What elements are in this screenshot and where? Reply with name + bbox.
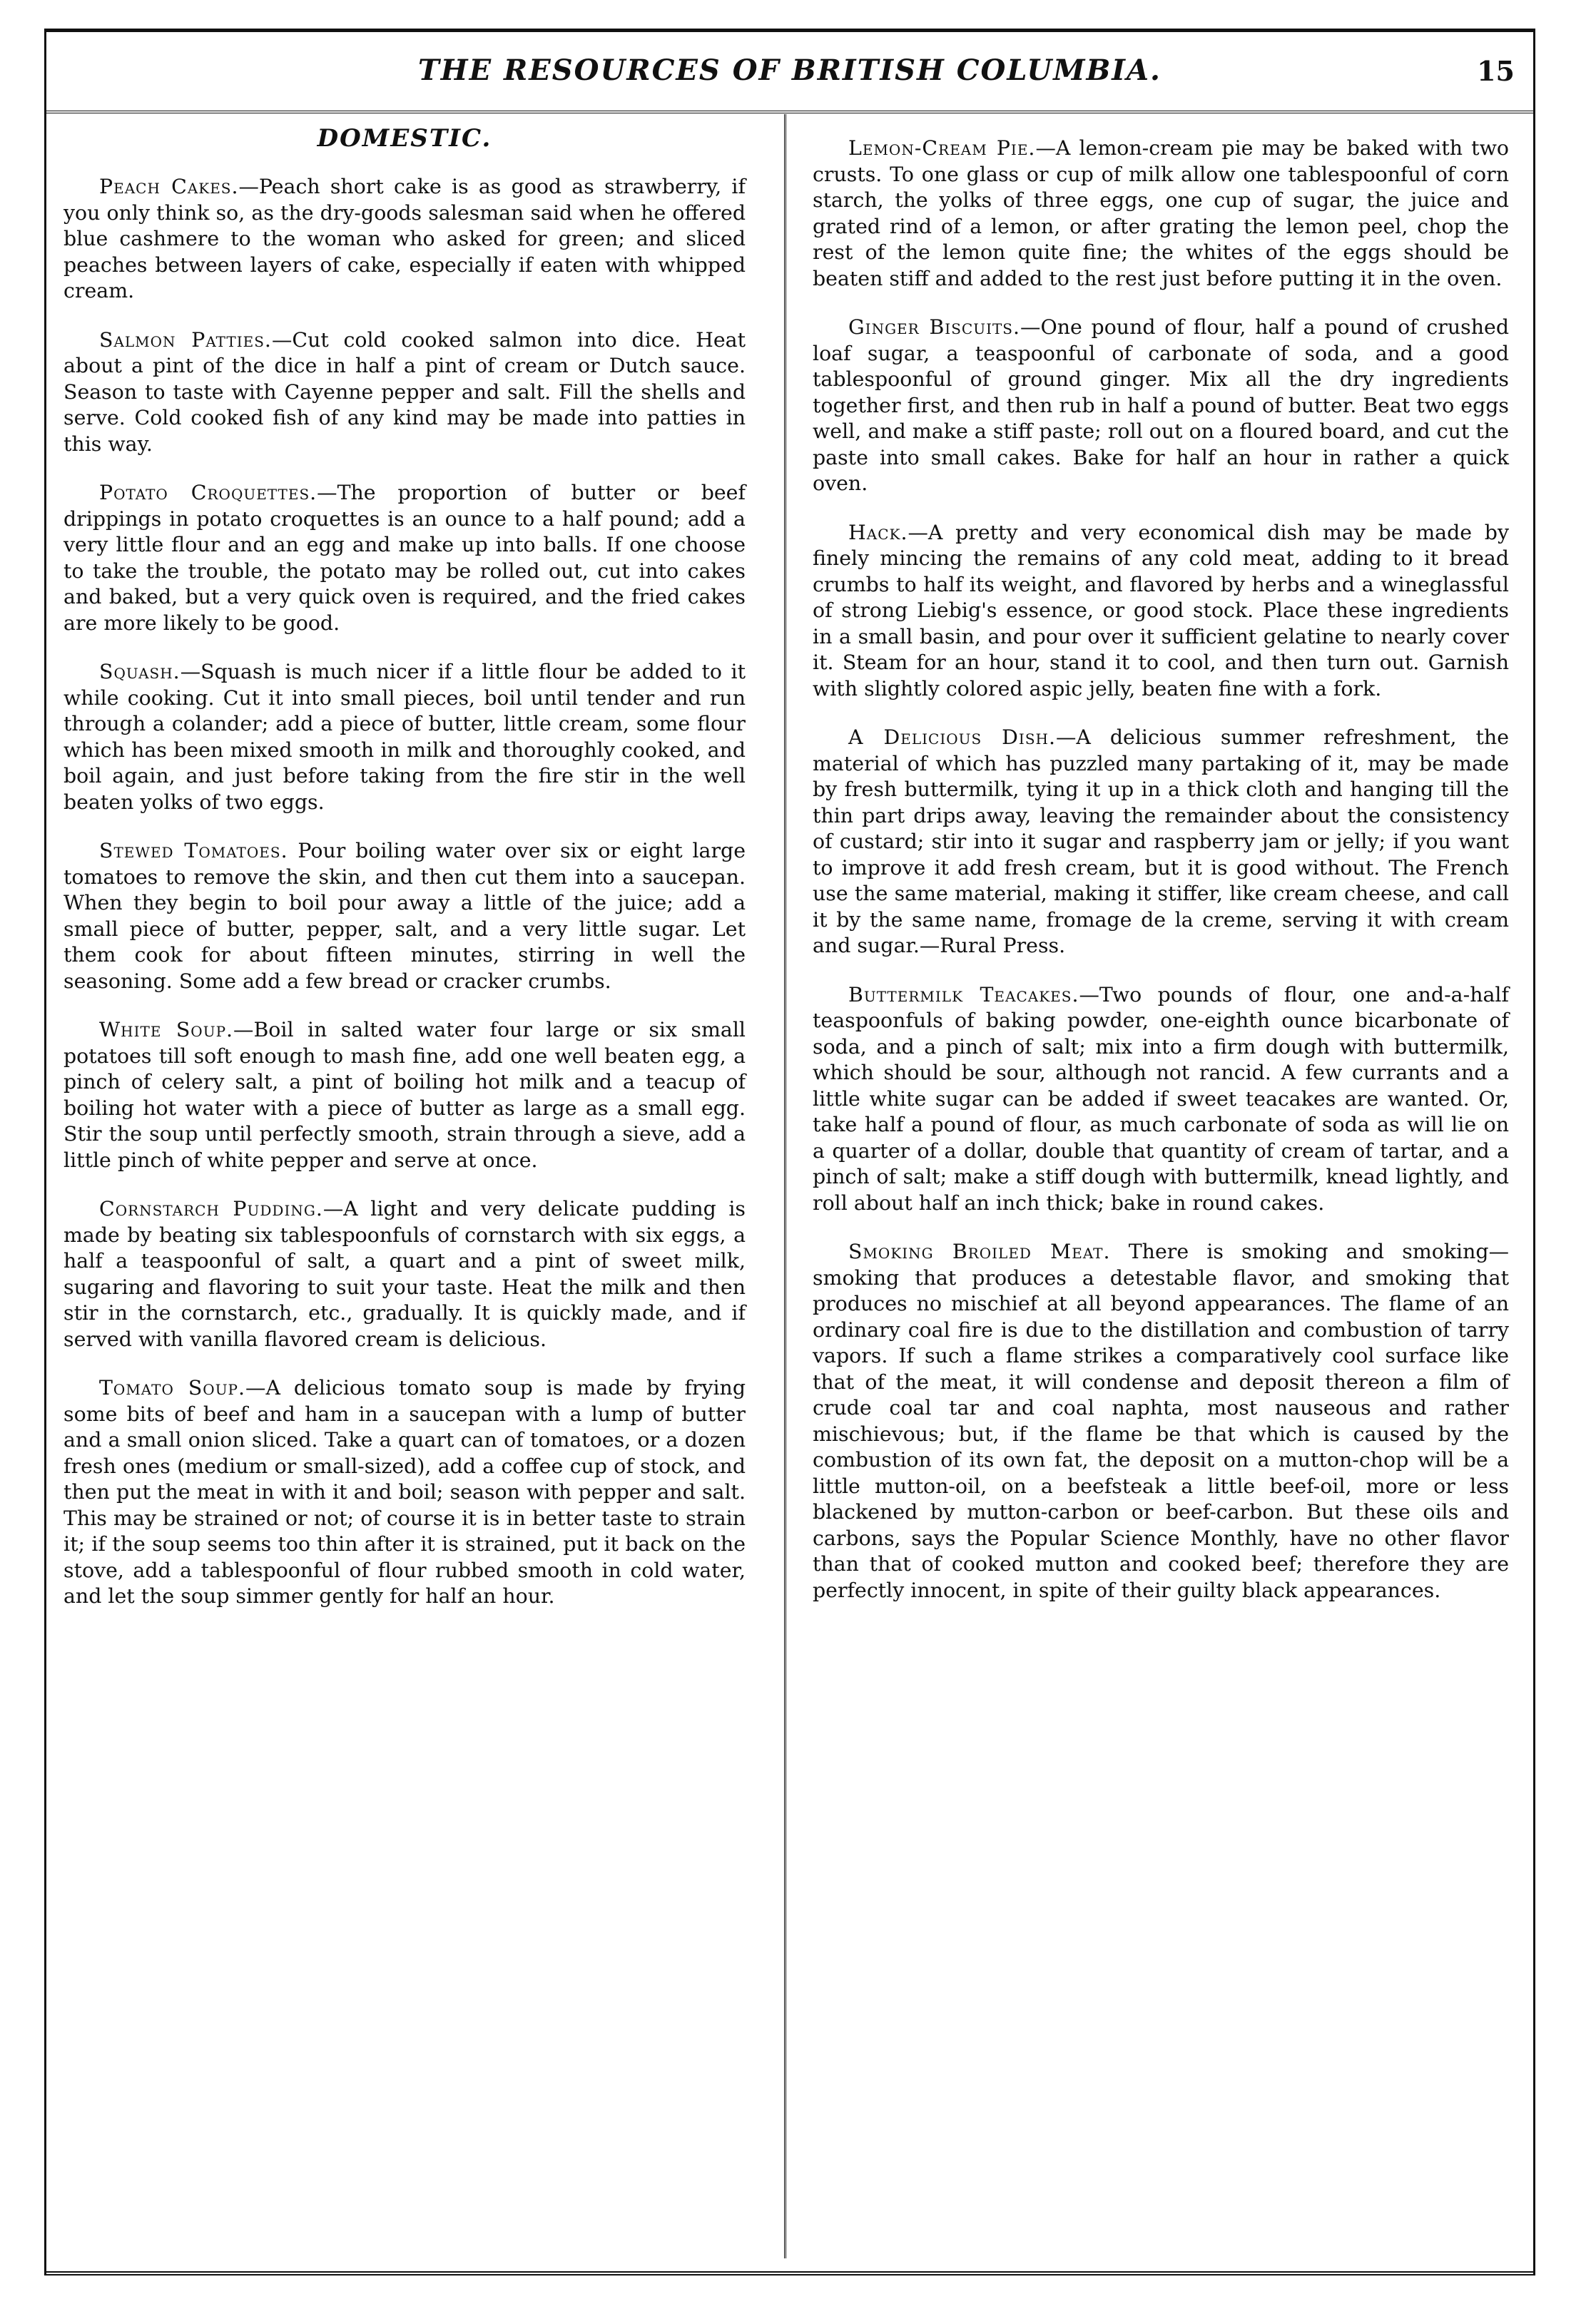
article — [813, 315, 1509, 497]
article-title: White Soup. — [99, 1018, 234, 1041]
article-title: A Delicious Dish. — [848, 725, 1056, 749]
article — [63, 838, 746, 994]
page-number: 15 — [1477, 55, 1515, 87]
running-title: THE RESOURCES OF BRITISH COLUMBIA. — [418, 53, 1161, 87]
article-body: —One pound of flour, half a pound of crushed loaf sugar, a teaspoonful of carbonate of soda, and a good tablespoonful of ground ginger. Mix all the dry ingredients together first, and then rub in half a pound of butter. Beat two eggs well, and make a stiff paste; roll out on a floured board, and cut the paste into small cakes. Bake for half an hour in rather a quick oven. — [813, 315, 1509, 495]
article-body: —The proportion of butter or beef drippings in potato croquettes is an ounce to a half pound; add a very little flour and an egg and make up into balls. If one choose to take the trouble, the potato may be rolled out, cut into cakes and baked, but a very quick oven is required, and the fried cakes are more likely to be good. — [63, 481, 746, 635]
article-body: —A pretty and very economical dish may be made by finely mincing the remains of any cold meat, adding to it bread crumbs to half its weight, and flavored by herbs and a wineglassful of strong Liebig's essence, or good stock. Place these ingredients in a small basin, and pour over it sufficient gelatine to nearly cover it. Steam for an hour, stand it to cool, and then turn out. Garnish with slightly colored aspic jelly, beaten fine with a fork. — [813, 520, 1509, 700]
article — [63, 1017, 746, 1173]
article-title: Hack. — [848, 520, 908, 544]
left-column — [46, 114, 760, 2258]
article — [63, 327, 746, 458]
article-title: Tomato Soup. — [99, 1376, 246, 1400]
article-body: —A lemon-cream pie may be baked with two crusts. To one glass or cup of milk allow one tablespoonful of corn starch, the yolks of three eggs, one cup of sugar, the juice and grated rind of a lemon, or after grating the lemon peel, chop the rest of the lemon quite fine; the whites of the eggs should be beaten stiff and added to the rest just before putting it in the oven. — [813, 136, 1509, 290]
article-title: Salmon Patties. — [99, 327, 272, 352]
article-body: —Squash is much nicer if a little flour be added to it while cooking. Cut it into small pieces, boil until tender and run through a colander; add a piece of butter, little cream, some flour which has been mixed smooth in milk and thoroughly cooked, and boil again, and just before taking from the fire stir in the well beaten yolks of two eggs. — [63, 660, 746, 814]
article — [813, 136, 1509, 292]
article — [63, 1375, 746, 1610]
page-header — [46, 29, 1533, 113]
article — [63, 1196, 746, 1352]
article-body: —Two pounds of flour, one and-a-half teaspoonfuls of baking powder, one-eighth ounce bicarbonate of soda, and a pinch of salt; mix into a firm dough with buttermilk, which should be sour, although not rancid. A few currants and a little white sugar can be added if sweet teacakes are wanted. Or, take half a pound of flour, as much carbonate of soda as will lie on a quarter of a dollar, double that quantity of cream of tartar, and a pinch of salt; make a stiff dough with buttermilk, knead lightly, and roll about half an inch thick; bake in round cakes. — [813, 982, 1510, 1215]
article-body: —Cut cold cooked salmon into dice. Heat about a pint of the dice in half a pint of cream or Dutch sauce. Season to taste with Cayenne pepper and salt. Fill the shells and serve. Cold cooked fish of any kind may be made into patties in this way. — [63, 327, 746, 456]
article-title: Peach Cakes. — [99, 175, 239, 198]
article-title: Squash. — [99, 660, 181, 683]
right-column — [795, 114, 1523, 2258]
newspaper-page — [44, 29, 1535, 2275]
article-title: Lemon-Cream Pie. — [848, 136, 1036, 160]
article — [813, 520, 1509, 703]
columns — [46, 114, 1533, 2258]
article — [813, 1239, 1509, 1604]
article-title: Potato Croquettes. — [99, 481, 317, 504]
article-title: Cornstarch Pudding. — [99, 1197, 323, 1220]
article-body: Pour boiling water over six or eight large tomatoes to remove the skin, and then cut them into a saucepan. When they begin to boil pour away a little of the juice; add a small piece of butter, pepper, salt, and a very little sugar. Let them cook for about fifteen minutes, stirring in well the seasoning. Some add a few bread or cracker crumbs. — [63, 839, 746, 993]
article — [63, 659, 746, 815]
column-divider — [784, 114, 789, 2258]
section-title: DOMESTIC. — [317, 124, 492, 153]
article — [63, 480, 746, 636]
article-body: —A delicious tomato soup is made by frying some bits of beef and ham in a saucepan with a lump of butter and a small onion sliced. Take a quart can of tomatoes, or a dozen fresh ones (medium or small-sized), add a coffee cup of stock, and then put the meat in with it and boil; season with pepper and salt. This may be strained or not; of course it is in better taste to strain it; if the soup seems too thin after it is strained, put it back on the stove, add a tablespoonful of flour rubbed smooth in cold water, and let the soup simmer gently for half an hour. — [63, 1376, 746, 1608]
article-body: —A delicious summer refreshment, the material of which has puzzled many partaking of it, may be made by fresh buttermilk, tying it up in a thick cloth and hanging till the thin part drips away, leaving the remainder about the consistency of custard; stir into it sugar and raspberry jam or jelly; if you want to improve it add fresh cream, but it is good without. The French use the same material, making it stiffer, like cream cheese, and call it by the same name, fromage de la creme, serving it with cream and sugar.—Rural Press. — [813, 725, 1509, 957]
article — [63, 174, 746, 305]
article-body: —A light and very delicate pudding is made by beating six tablespoonfuls of cornstarch with six eggs, a half a teaspoonful of salt, a quart and a pint of sweet milk, sugaring and flavoring to suit your taste. Heat the milk and then stir in the cornstarch, etc., gradually. It is quickly made, and if served with vanilla flavored cream is delicious. — [63, 1197, 746, 1351]
article-title: Stewed Tomatoes. — [99, 839, 288, 862]
article-body: There is smoking and smoking—smoking that produces a detestable flavor, and smoking that produces no mischief at all beyond appearances. The flame of an ordinary coal fire is due to the distillation and combustion of tarry vapors. If such a flame strikes a comparatively cool surface like that of the meat, it will condense and deposit thereon a film of crude coal tar and coal naphta, most nauseous and rather mischievous; but, if the flame be that which is caused by the combustion of its own fat, the deposit on a mutton-chop will be a little mutton-oil, on a beefsteak a little beef-oil, more or less blackened by mutton-carbon or beef-carbon. But these oils and carbons, says the Popular Science Monthly, have no other flavor than that of cooked mutton and cooked beef; therefore they are perfectly innocent, in spite of their guilty black appearances. — [813, 1240, 1509, 1602]
article-title: Ginger Biscuits. — [848, 315, 1021, 339]
bottom-rule — [46, 2271, 1533, 2275]
article — [813, 725, 1509, 959]
article-title: Buttermilk Teacakes. — [848, 982, 1079, 1006]
article — [813, 982, 1509, 1217]
article-body: —Peach short cake is as good as strawberry, if you only think so, as the dry-goods salesman said when he offered blue cashmere to the woman who asked for green; and sliced peaches between layers of cake, especially if eaten with whipped cream. — [63, 175, 746, 302]
article-title: Smoking Broiled Meat. — [848, 1240, 1111, 1263]
article-body: —Boil in salted water four large or six small potatoes till soft enough to mash fine, add one well beaten egg, a pinch of celery salt, a pint of boiling hot milk and a teacup of boiling hot water with a piece of butter as large as a small egg. Stir the soup until perfectly smooth, strain through a sieve, add a little pinch of white pepper and serve at once. — [63, 1018, 746, 1172]
